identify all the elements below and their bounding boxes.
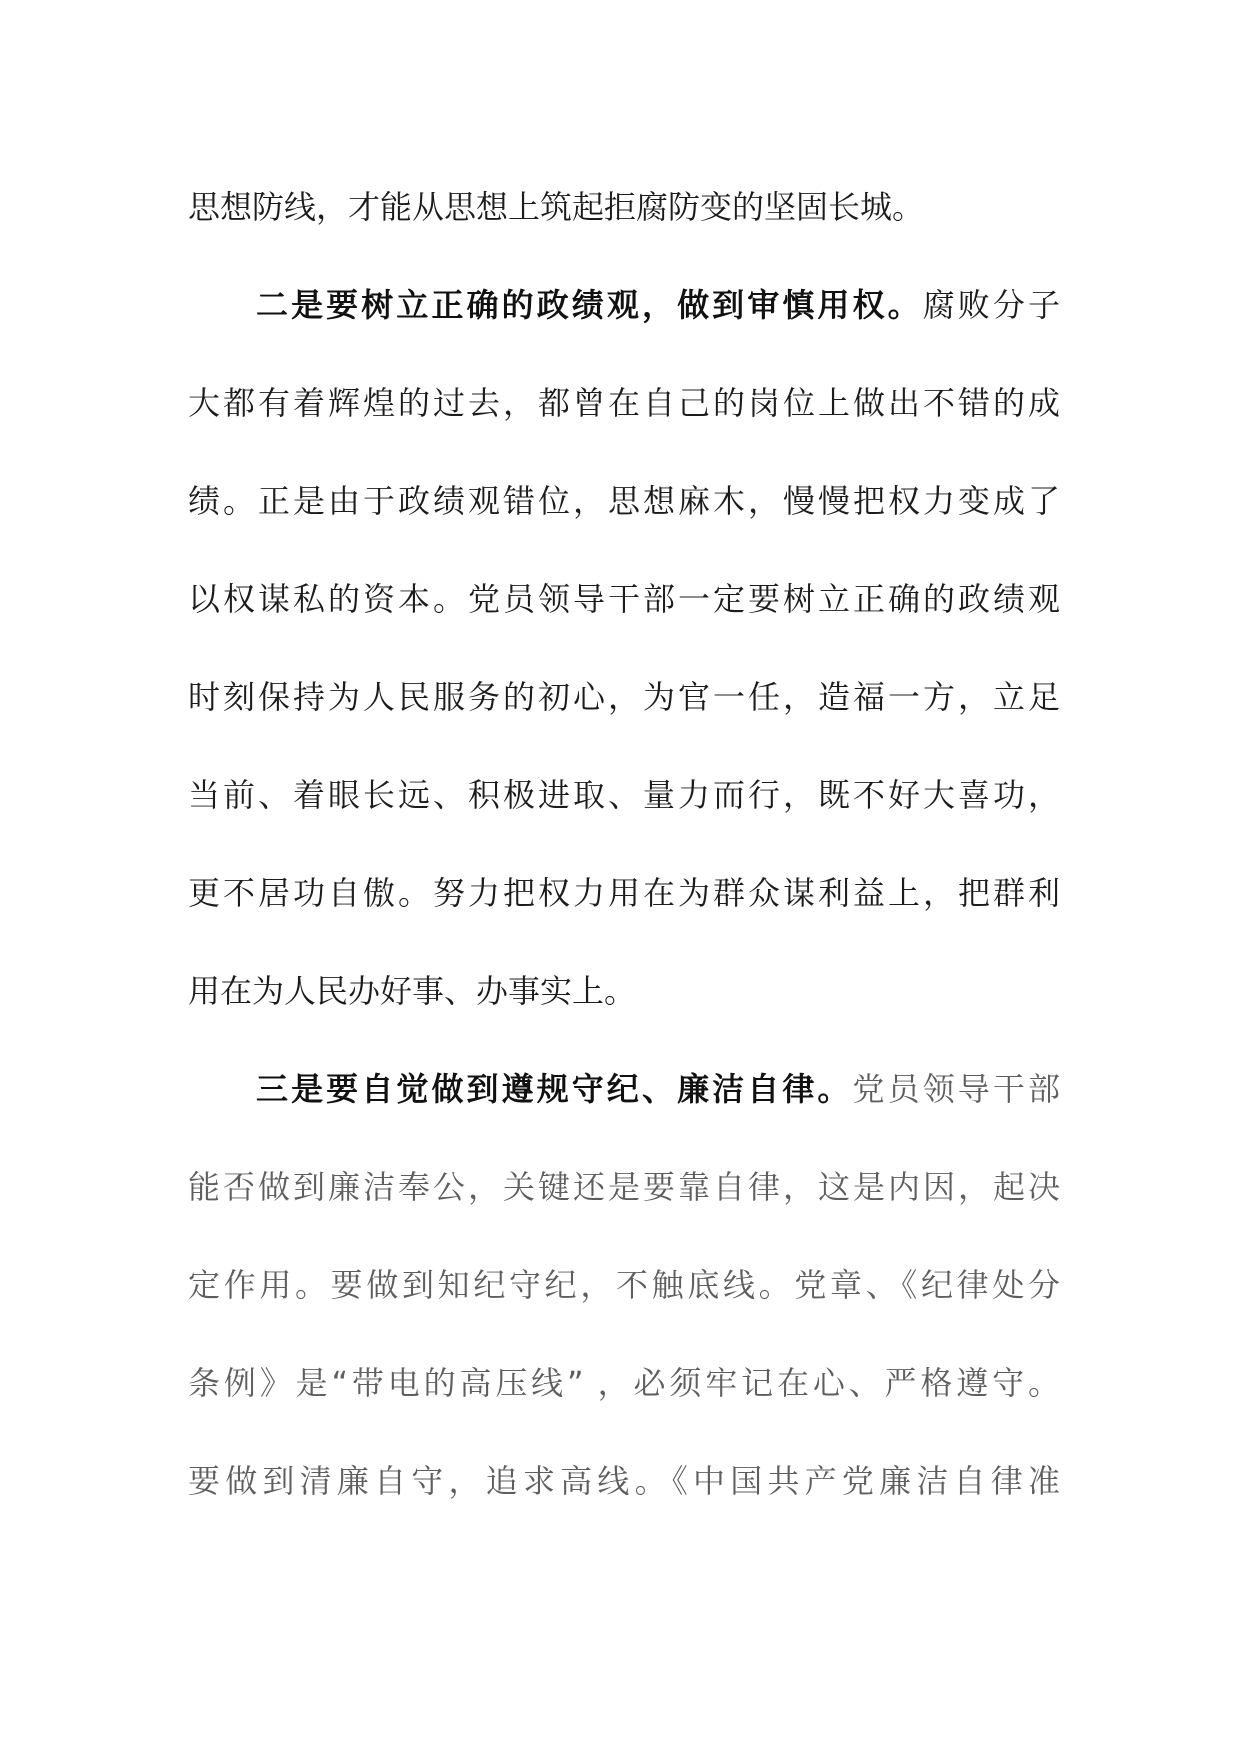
paragraph-3-line-2: 能否做到廉洁奉公，关键还是要靠自律，这是内因，起决 [188, 1168, 1060, 1206]
paragraph-3-first-line-rest: 党员领导干部 [852, 1070, 1060, 1108]
paragraph-3-heading: 三是要自觉做到遵规守纪、廉洁自律。 [256, 1070, 853, 1108]
paragraph-2-first-line [188, 256, 1060, 354]
paragraph-2-line-7: 更不居功自傲。努力把权力用在为群众谋利益上，把群利 [188, 874, 1060, 912]
paragraph-3-first-line [188, 1040, 1060, 1138]
paragraph-3-line-4: 条例》是“带电的高压线” ，必须牢记在心、严格遵守。 [188, 1364, 1060, 1402]
paragraph-3-line-5: 要做到清廉自守，追求高线。《中国共产党廉洁自律准 [188, 1462, 1060, 1500]
document-body [188, 158, 1060, 1530]
paragraph-2-line-3: 绩。正是由于政绩观错位，思想麻木，慢慢把权力变成了 [188, 482, 1060, 520]
paragraph-2-line-4: 以权谋私的资本。党员领导干部一定要树立正确的政绩观 [188, 580, 1060, 618]
paragraph-2-line-2: 大都有着辉煌的过去，都曾在自己的岗位上做出不错的成 [188, 384, 1060, 422]
paragraph-2-line-8: 用在为人民办好事、办事实上。 [188, 972, 637, 1010]
paragraph-3-line-3: 定作用。要做到知纪守纪，不触底线。党章、《纪律处分 [188, 1266, 1060, 1304]
paragraph-1-line-1: 思想防线，才能从思想上筑起拒腐防变的坚固长城。 [188, 188, 925, 226]
paragraph-2-line-5: 时刻保持为人民服务的初心，为官一任，造福一方，立足 [188, 678, 1060, 716]
paragraph-2-first-line-rest: 腐败分子 [922, 286, 1060, 324]
paragraph-2-heading: 二是要树立正确的政绩观，做到审慎用权。 [256, 286, 923, 324]
paragraph-2-line-6: 当前、着眼长远、积极进取、量力而行，既不好大喜功， [188, 776, 1060, 814]
